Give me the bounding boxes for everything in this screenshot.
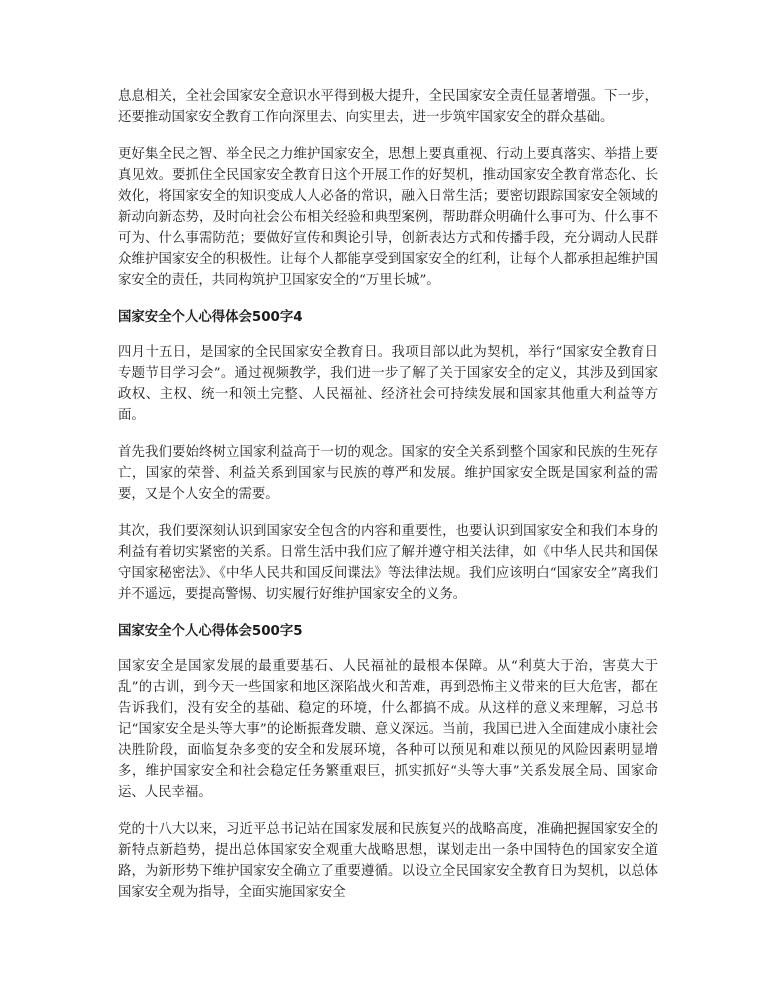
- paragraph: 更好集全民之智、举全民之力维护国家安全，思想上要真重视、行动上要真落实、举措上要真见效。要抓住全民国家安全教育日这个开展工作的好契机，推动国家安全教育常态化、长效化，将国家安全的知识变成人人必备的常识，融入日常生活；要密切跟踪国家安全领域的新动向新态势，及时向社会公布相关经验和典型案例，帮助群众明确什么事可为、什么事不可为、什么事需防范；要做好宣传和舆论引导，创新表达方式和传播手段，充分调动人民群众维护国家安全的积极性。让每个人都能享受到国家安全的红利，让每个人都承担起维护国家安全的责任，共同构筑护卫国家安全的“万里长城”。: [118, 147, 658, 288]
- document-page: [118, 86, 658, 919]
- paragraph: 四月十五日，是国家的全民国家安全教育日。我项目部以此为契机，举行“国家安全教育日专题节目学习会”。通过视频教学，我们进一步了解了关于国家安全的定义，其涉及到国家政权、主权、统一和领土完整、人民福祉、经济社会可持续发展和国家其他重大利益等方面。: [118, 345, 658, 423]
- paragraph: 首先我们要始终树立国家利益高于一切的观念。国家的安全关系到整个国家和民族的生死存亡，国家的荣誉、利益关系到国家与民族的尊严和发展。维护国家安全既是国家利益的需要，又是个人安全的需要。: [118, 445, 658, 502]
- paragraph: 息息相关，全社会国家安全意识水平得到极大提升，全民国家安全责任显著增强。下一步，还要推动国家安全教育工作向深里去、向实里去，进一步筑牢国家安全的群众基础。: [118, 89, 658, 125]
- section-heading: 国家安全个人心得体会500字4: [118, 310, 303, 325]
- paragraph: 党的十八大以来，习近平总书记站在国家发展和民族复兴的战略高度，准确把握国家安全的新特点新趋势，提出总体国家安全观重大战略思想，谋划走出一条中国特色的国家安全道路，为新形势下维护国家安全确立了重要遵循。以设立全民国家安全教育日为契机，以总体国家安全观为指导，全面实施国家安全: [118, 822, 658, 900]
- paragraph: 国家安全是国家发展的最重要基石、人民福祉的最根本保障。从“利莫大于治，害莫大于乱”的古训，到今天一些国家和地区深陷战火和苦难，再到恐怖主义带来的巨大危害，都在告诉我们，没有安全的基础、稳定的环境，什么都搞不成。从这样的意义来理解，习总书记“国家安全是头等大事”的论断振聋发聩、意义深远。当前，我国已进入全面建成小康社会决胜阶段，面临复杂多变的安全和发展环境，各种可以预见和难以预见的风险因素明显增多，维护国家安全和社会稳定任务繁重艰巨，抓实抓好“头等大事”关系发展全局、国家命运、人民幸福。: [118, 659, 658, 800]
- paragraph: 其次，我们要深刻认识到国家安全包含的内容和重要性，也要认识到国家安全和我们本身的利益有着切实紧密的关系。日常生活中我们应了解并遵守相关法律，如《中华人民共和国保守国家秘密法》、《中华人民共和国反间谍法》等法律法规。我们应该明白“国家安全”离我们并不遥远，要提高警惕、切实履行好维护国家安全的义务。: [118, 524, 658, 602]
- section-heading: 国家安全个人心得体会500字5: [118, 624, 303, 639]
